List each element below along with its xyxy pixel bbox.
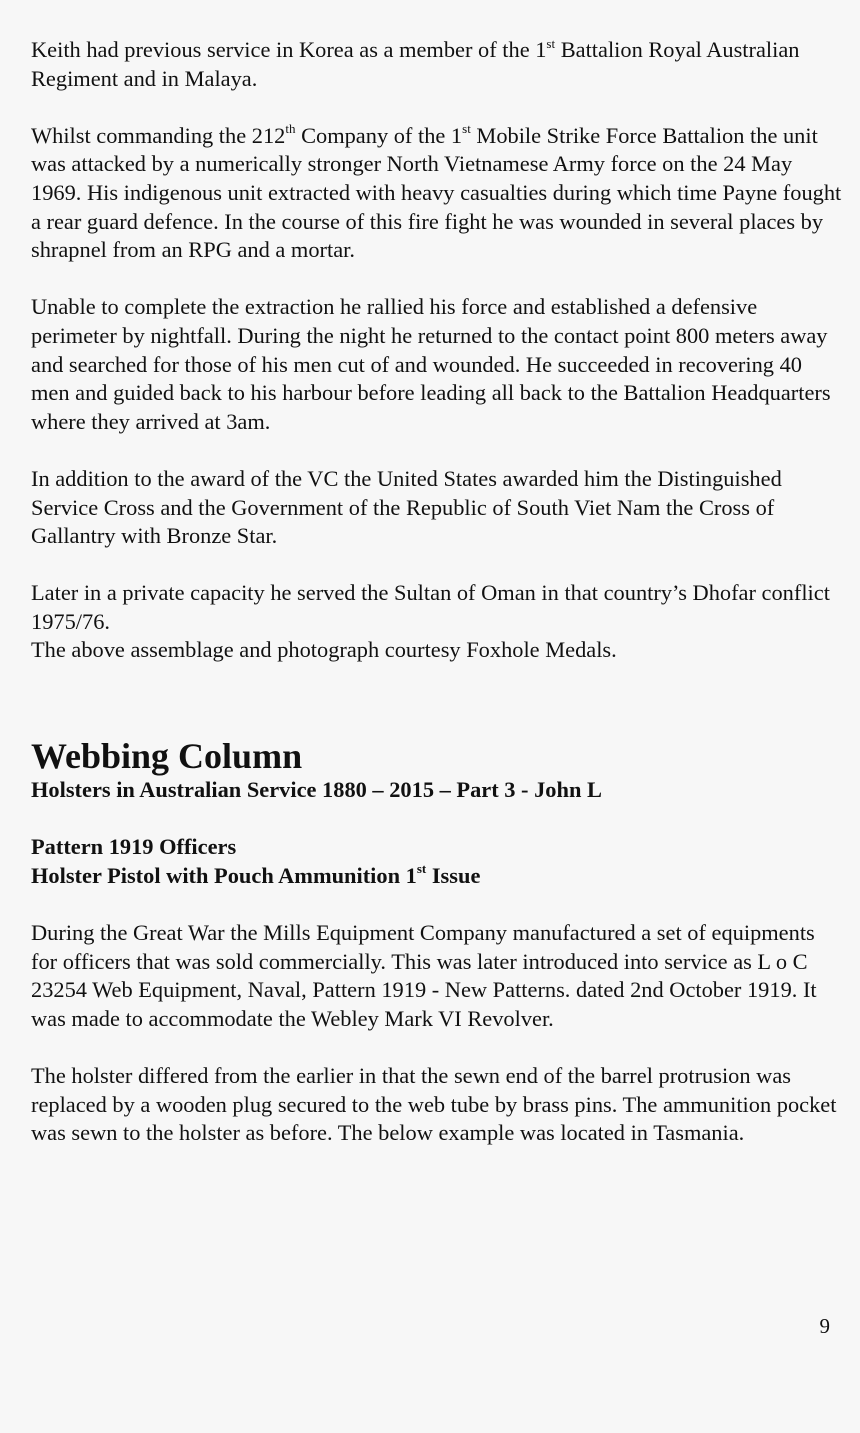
superscript: st (416, 861, 427, 877)
superscript: st (546, 35, 556, 51)
paragraph-gap (31, 805, 843, 834)
paragraph-gap (31, 436, 843, 465)
paragraph-gap (31, 93, 843, 122)
document-page (31, 36, 843, 1148)
paragraph-gap (31, 551, 843, 580)
paragraph-mills-equipment: During the Great War the Mills Equipment Company manufactured a set of equipments for officers that was sold commercially. This was later introduced into service as L o C 23254 Web Equipment, Naval, Pattern 1919 - New Patterns. dated 2nd October 1919. It was made to accommodate the Webley Mark VI Revolver. (31, 920, 817, 1031)
text-run: Issue (426, 862, 481, 888)
paragraph-korea-service (31, 36, 843, 93)
page-number: 9 (819, 1314, 830, 1338)
paragraph-gap (31, 890, 843, 919)
text-run: Mobile Strike Force Battalion the unit was attacked by a numerically stronger North Vietnamese Army force on the 24 May 1969. His indigenous unit extracted with heavy casualties during which time Payne fought a rear guard defence. In the course of this fire fight he was wounded in several places by shrapnel from an RPG and a mortar. (31, 122, 842, 263)
paragraph-oman: Later in a private capacity he served the Sultan of Oman in that country’s Dhofar conflict 1975/76. (31, 580, 830, 634)
section-gap (31, 665, 843, 736)
paragraph-gap (31, 265, 843, 294)
paragraph-gap (31, 1033, 843, 1062)
section-subtitle: Holsters in Australian Service 1880 – 2015 – Part 3 - John L (31, 777, 602, 803)
paragraph-awards: In addition to the award of the VC the United States awarded him the Distinguished Service Cross and the Government of the Republic of South Viet Nam the Cross of Gallantry with Bronze Star. (31, 465, 782, 549)
sub-heading-holster (31, 862, 843, 891)
paragraph-holster-differences: The holster differed from the earlier in that the sewn end of the barrel protrusion was replaced by a wooden plug secured to the web tube by brass pins. The ammunition pocket was sewn to the holster as before. The below example was located in Tasmania. (31, 1063, 837, 1146)
text-run: Keith had previous service in Korea as a member of the 1 (31, 37, 547, 62)
superscript: st (462, 121, 471, 137)
paragraph-courtesy: The above assemblage and photograph courtesy Foxhole Medals. (31, 637, 617, 663)
paragraph-extraction: Unable to complete the extraction he rallied his force and established a defensive perimeter by nightfall. During the night he returned to the contact point 800 meters away and searched for those of his men cut of and wounded. He succeeded in recovering 40 men and guided back to his harbour before leading all back to the Battalion Headquarters where they arrived at 3am. (31, 294, 831, 434)
superscript: th (285, 121, 296, 137)
text-run: Company of the 1 (295, 122, 463, 148)
text-run: Whilst commanding the 212 (31, 122, 286, 148)
paragraph-strike-force (31, 122, 843, 265)
text-run: Holster Pistol with Pouch Ammunition 1 (31, 862, 417, 888)
section-title: Webbing Column (31, 736, 303, 777)
sub-heading-pattern: Pattern 1919 Officers (31, 834, 237, 860)
text-run: Battalion Royal Australian Regiment and in Malaya. (31, 37, 800, 91)
